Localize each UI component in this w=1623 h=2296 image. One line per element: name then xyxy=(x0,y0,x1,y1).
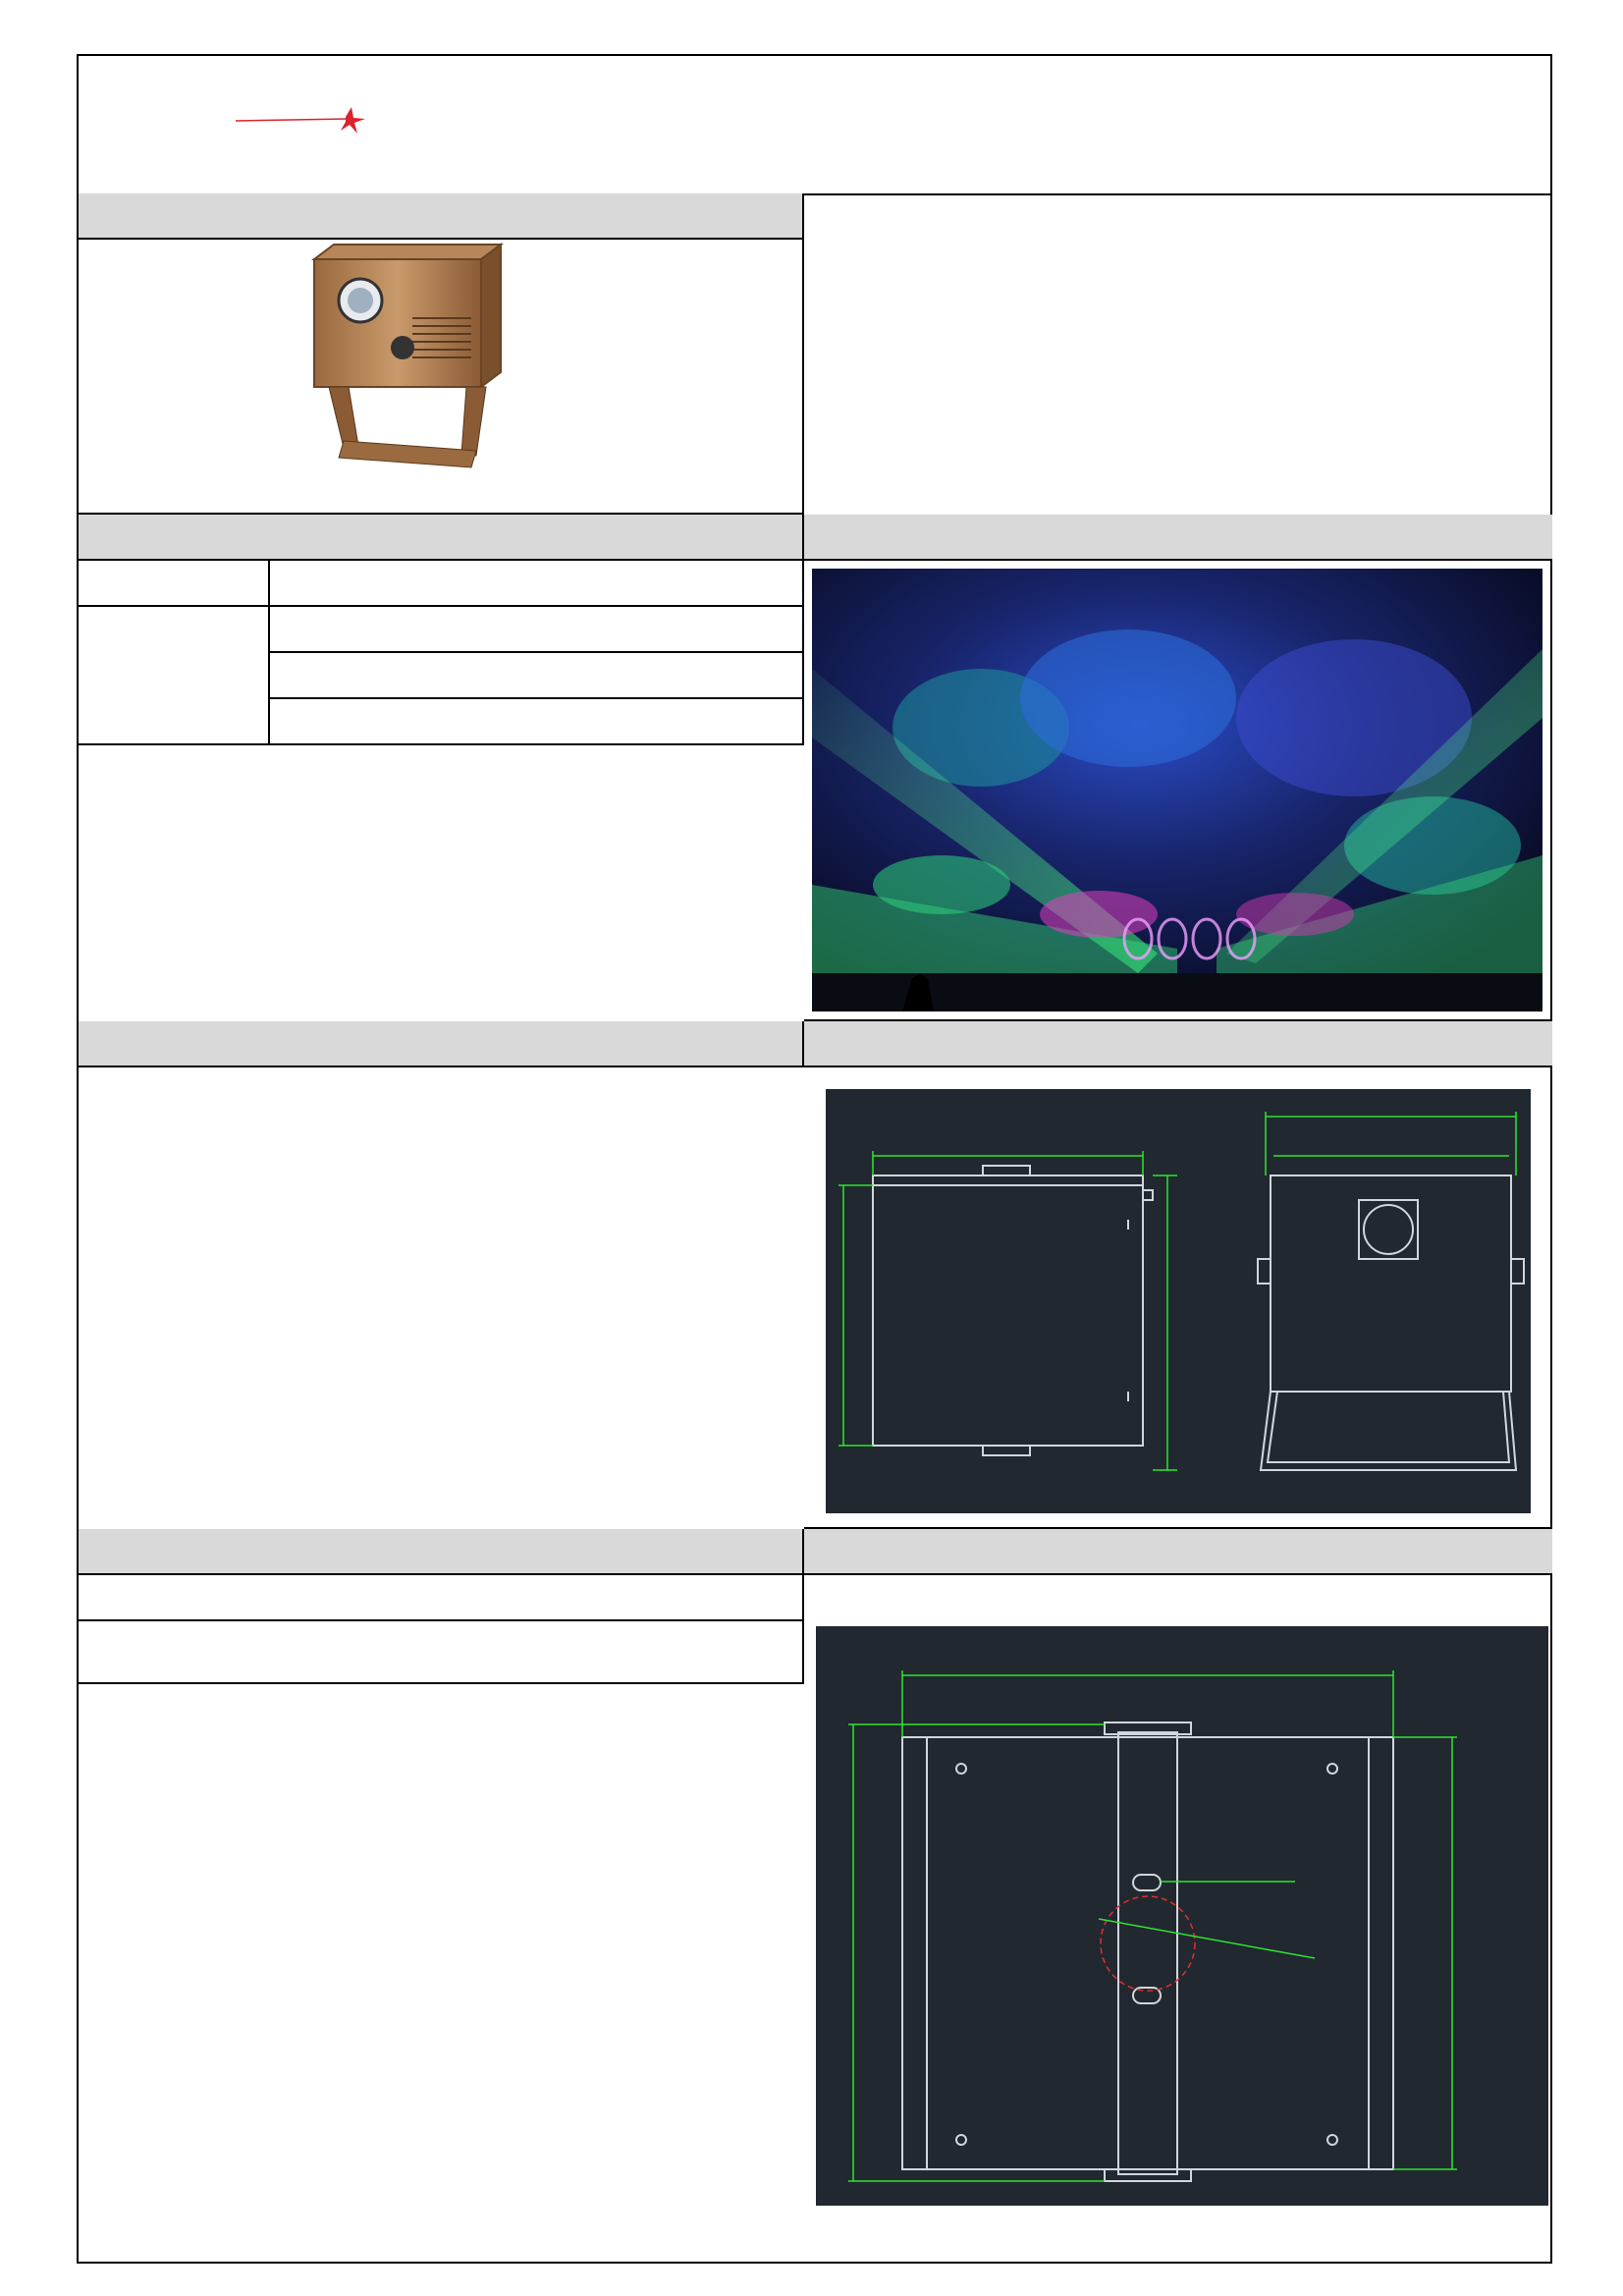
spec-sheet xyxy=(77,54,1552,2264)
logo-beam-icon xyxy=(236,119,349,121)
section-dimension xyxy=(804,1021,1552,1067)
light-type-value xyxy=(270,561,804,607)
light-type-label xyxy=(79,561,270,607)
light-power-blue xyxy=(270,699,804,745)
header xyxy=(79,56,1550,195)
section-control xyxy=(79,1529,804,1575)
company-logo xyxy=(88,64,373,188)
lamp-photo xyxy=(79,240,804,515)
dimension-drawing xyxy=(804,1067,1552,1529)
section-tech xyxy=(79,1021,804,1067)
section-effect xyxy=(804,515,1552,561)
control-modules xyxy=(79,1621,804,1684)
light-power-label xyxy=(79,607,270,745)
control-software xyxy=(79,1575,804,1621)
light-power-green xyxy=(270,653,804,699)
effect-photo xyxy=(804,561,1552,1021)
install-drawing xyxy=(804,1575,1552,2266)
section-install xyxy=(804,1529,1552,1575)
section-lamp-image xyxy=(79,193,804,240)
section-light-source xyxy=(79,515,804,561)
logo-star-icon xyxy=(341,107,365,134)
light-power-red xyxy=(270,607,804,653)
